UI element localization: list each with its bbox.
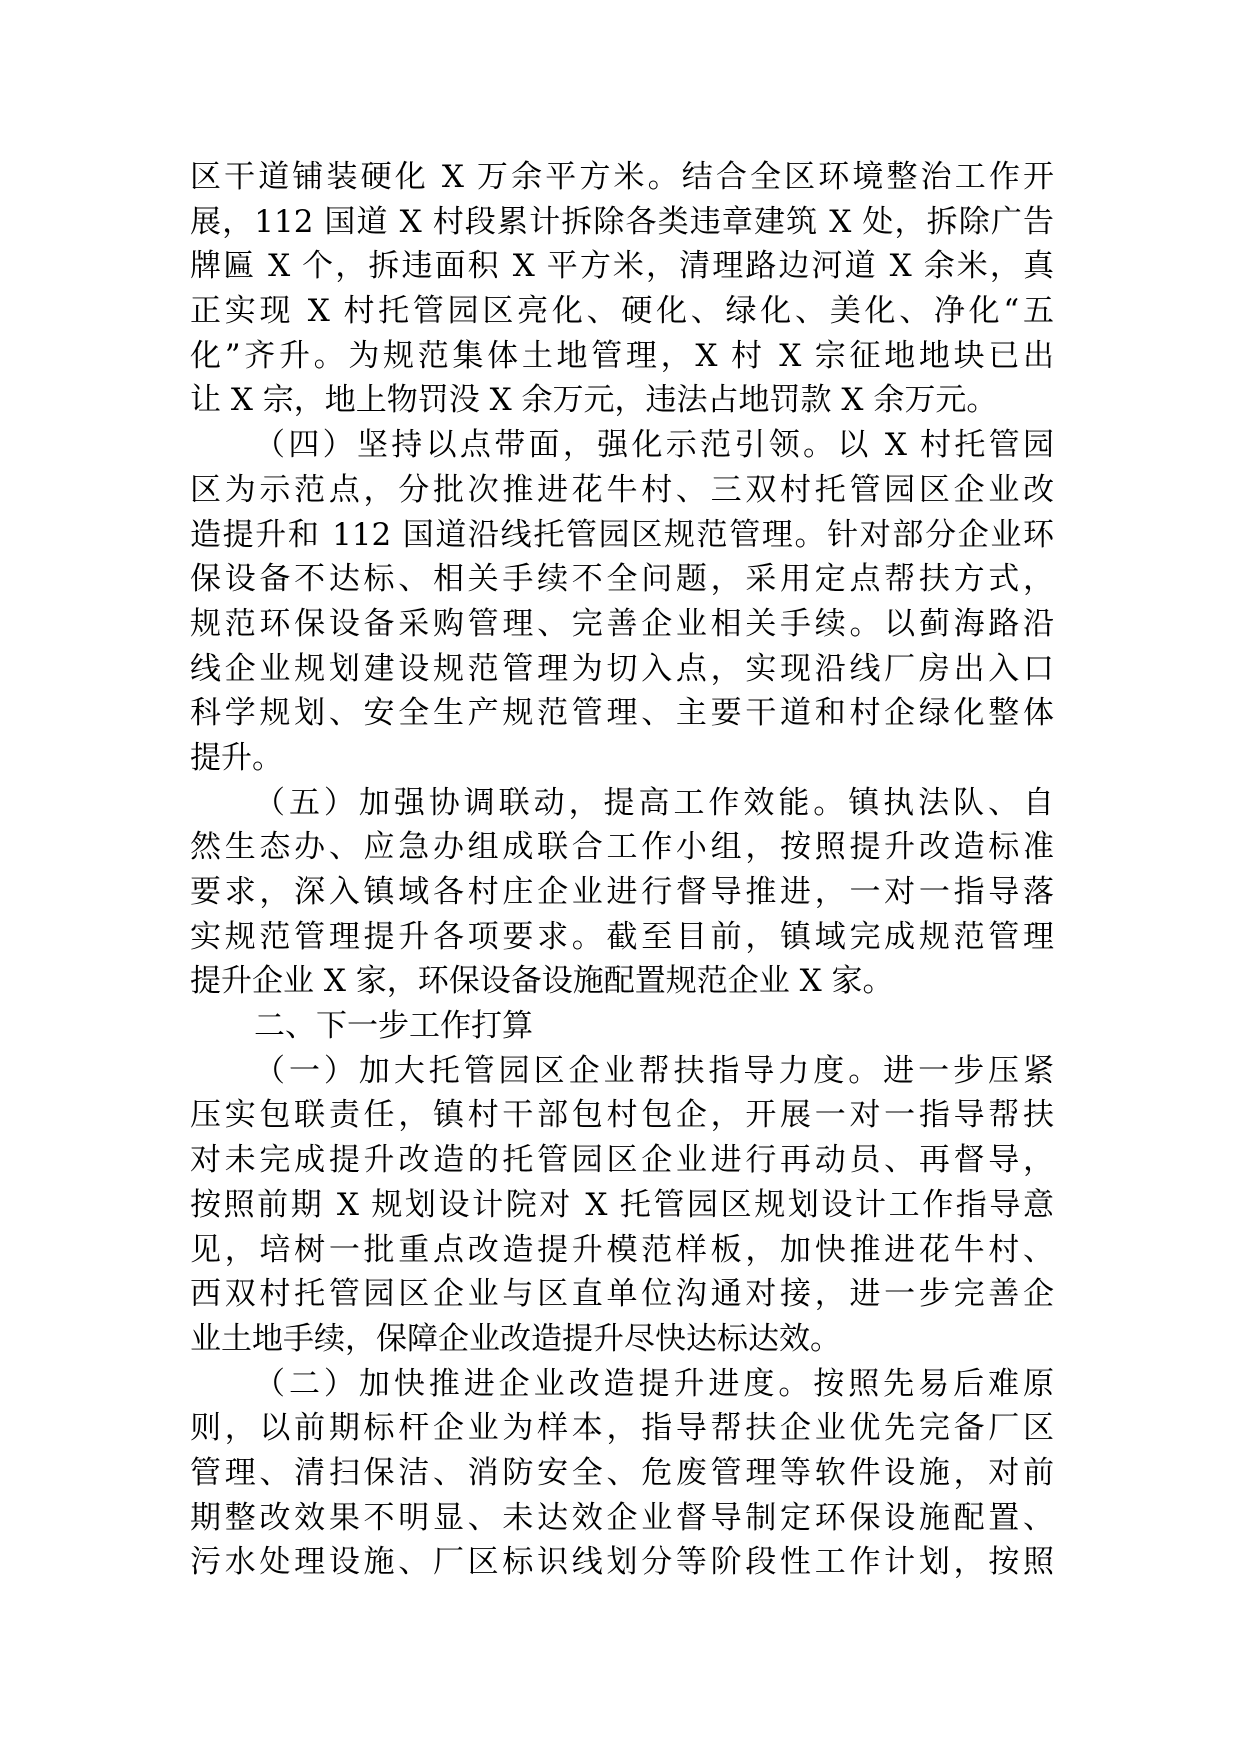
text-line: 牌匾 X 个，拆违面积 X 平方米，清理路边河道 X 余米，真 [190, 248, 1054, 285]
text-line: 线企业规划建设规范管理为切入点，实现沿线厂房出入口 [190, 650, 1054, 687]
text-line: 业土地手续，保障企业改造提升尽快达标达效。 [190, 1320, 841, 1357]
text-line: 要求，深入镇域各村庄企业进行督导推进，一对一指导落 [190, 874, 1054, 910]
text-line: 期整改效果不明显、未达效企业督导制定环保设施配置、 [190, 1499, 1054, 1536]
text-line: 保设备不达标、相关手续不全问题，采用定点帮扶方式， [190, 561, 1054, 598]
text-line: 压实包联责任，镇村干部包村包企，开展一对一指导帮扶 [190, 1097, 1054, 1134]
text-line: 见，培树一批重点改造提升模范样板，加快推进花牛村、 [190, 1231, 1054, 1268]
text-line: 正实现 X 村托管园区亮化、硬化、绿化、美化、净化“五 [190, 293, 1054, 330]
text-line: 对未完成提升改造的托管园区企业进行再动员、再督导， [190, 1142, 1054, 1179]
text-line: 二、下一步工作打算 [254, 1008, 533, 1045]
text-line: 化”齐升。为规范集体土地管理，X 村 X 宗征地地块已出 [190, 337, 1054, 374]
text-line: 则，以前期标杆企业为样本，指导帮扶企业优先完备厂区 [190, 1410, 1054, 1447]
text-line: 提升。 [190, 739, 283, 776]
text-line: （二）加快推进企业改造提升进度。按照先易后难原 [254, 1365, 1054, 1402]
text-line: 管理、清扫保洁、消防安全、危废管理等软件设施，对前 [190, 1454, 1054, 1491]
text-line: 提升企业 X 家，环保设备设施配置规范企业 X 家。 [190, 963, 894, 1000]
text-line: （四）坚持以点带面，强化示范引领。以 X 村托管园 [254, 427, 1054, 464]
text-line: 规范环保设备采购管理、完善企业相关手续。以蓟海路沿 [190, 605, 1054, 642]
text-line: 按照前期 X 规划设计院对 X 托管园区规划设计工作指导意 [190, 1186, 1054, 1223]
text-line: 实规范管理提升各项要求。截至目前，镇域完成规范管理 [190, 918, 1054, 955]
text-line: 让 X 宗，地上物罚没 X 余万元，违法占地罚款 X 余万元。 [190, 382, 998, 419]
text-line: 西双村托管园区企业与区直单位沟通对接，进一步完善企 [190, 1276, 1054, 1313]
text-line: 造提升和 112 国道沿线托管园区规范管理。针对部分企业环 [190, 516, 1054, 553]
text-line: 然生态办、应急办组成联合工作小组，按照提升改造标准 [190, 829, 1054, 866]
document-page [190, 155, 1054, 1585]
text-line: （五）加强协调联动，提高工作效能。镇执法队、自 [254, 784, 1054, 821]
text-line: 区为示范点，分批次推进花牛村、三双村托管园区企业改 [190, 471, 1054, 508]
text-line: 科学规划、安全生产规范管理、主要干道和村企绿化整体 [190, 695, 1054, 732]
text-line: 展，112 国道 X 村段累计拆除各类违章建筑 X 处，拆除广告 [190, 203, 1054, 240]
text-line: 污水处理设施、厂区标识线划分等阶段性工作计划，按照 [190, 1544, 1054, 1581]
text-line: （一）加大托管园区企业帮扶指导力度。进一步压紧 [254, 1052, 1054, 1089]
text-line: 区干道铺装硬化 X 万余平方米。结合全区环境整治工作开 [190, 159, 1054, 195]
